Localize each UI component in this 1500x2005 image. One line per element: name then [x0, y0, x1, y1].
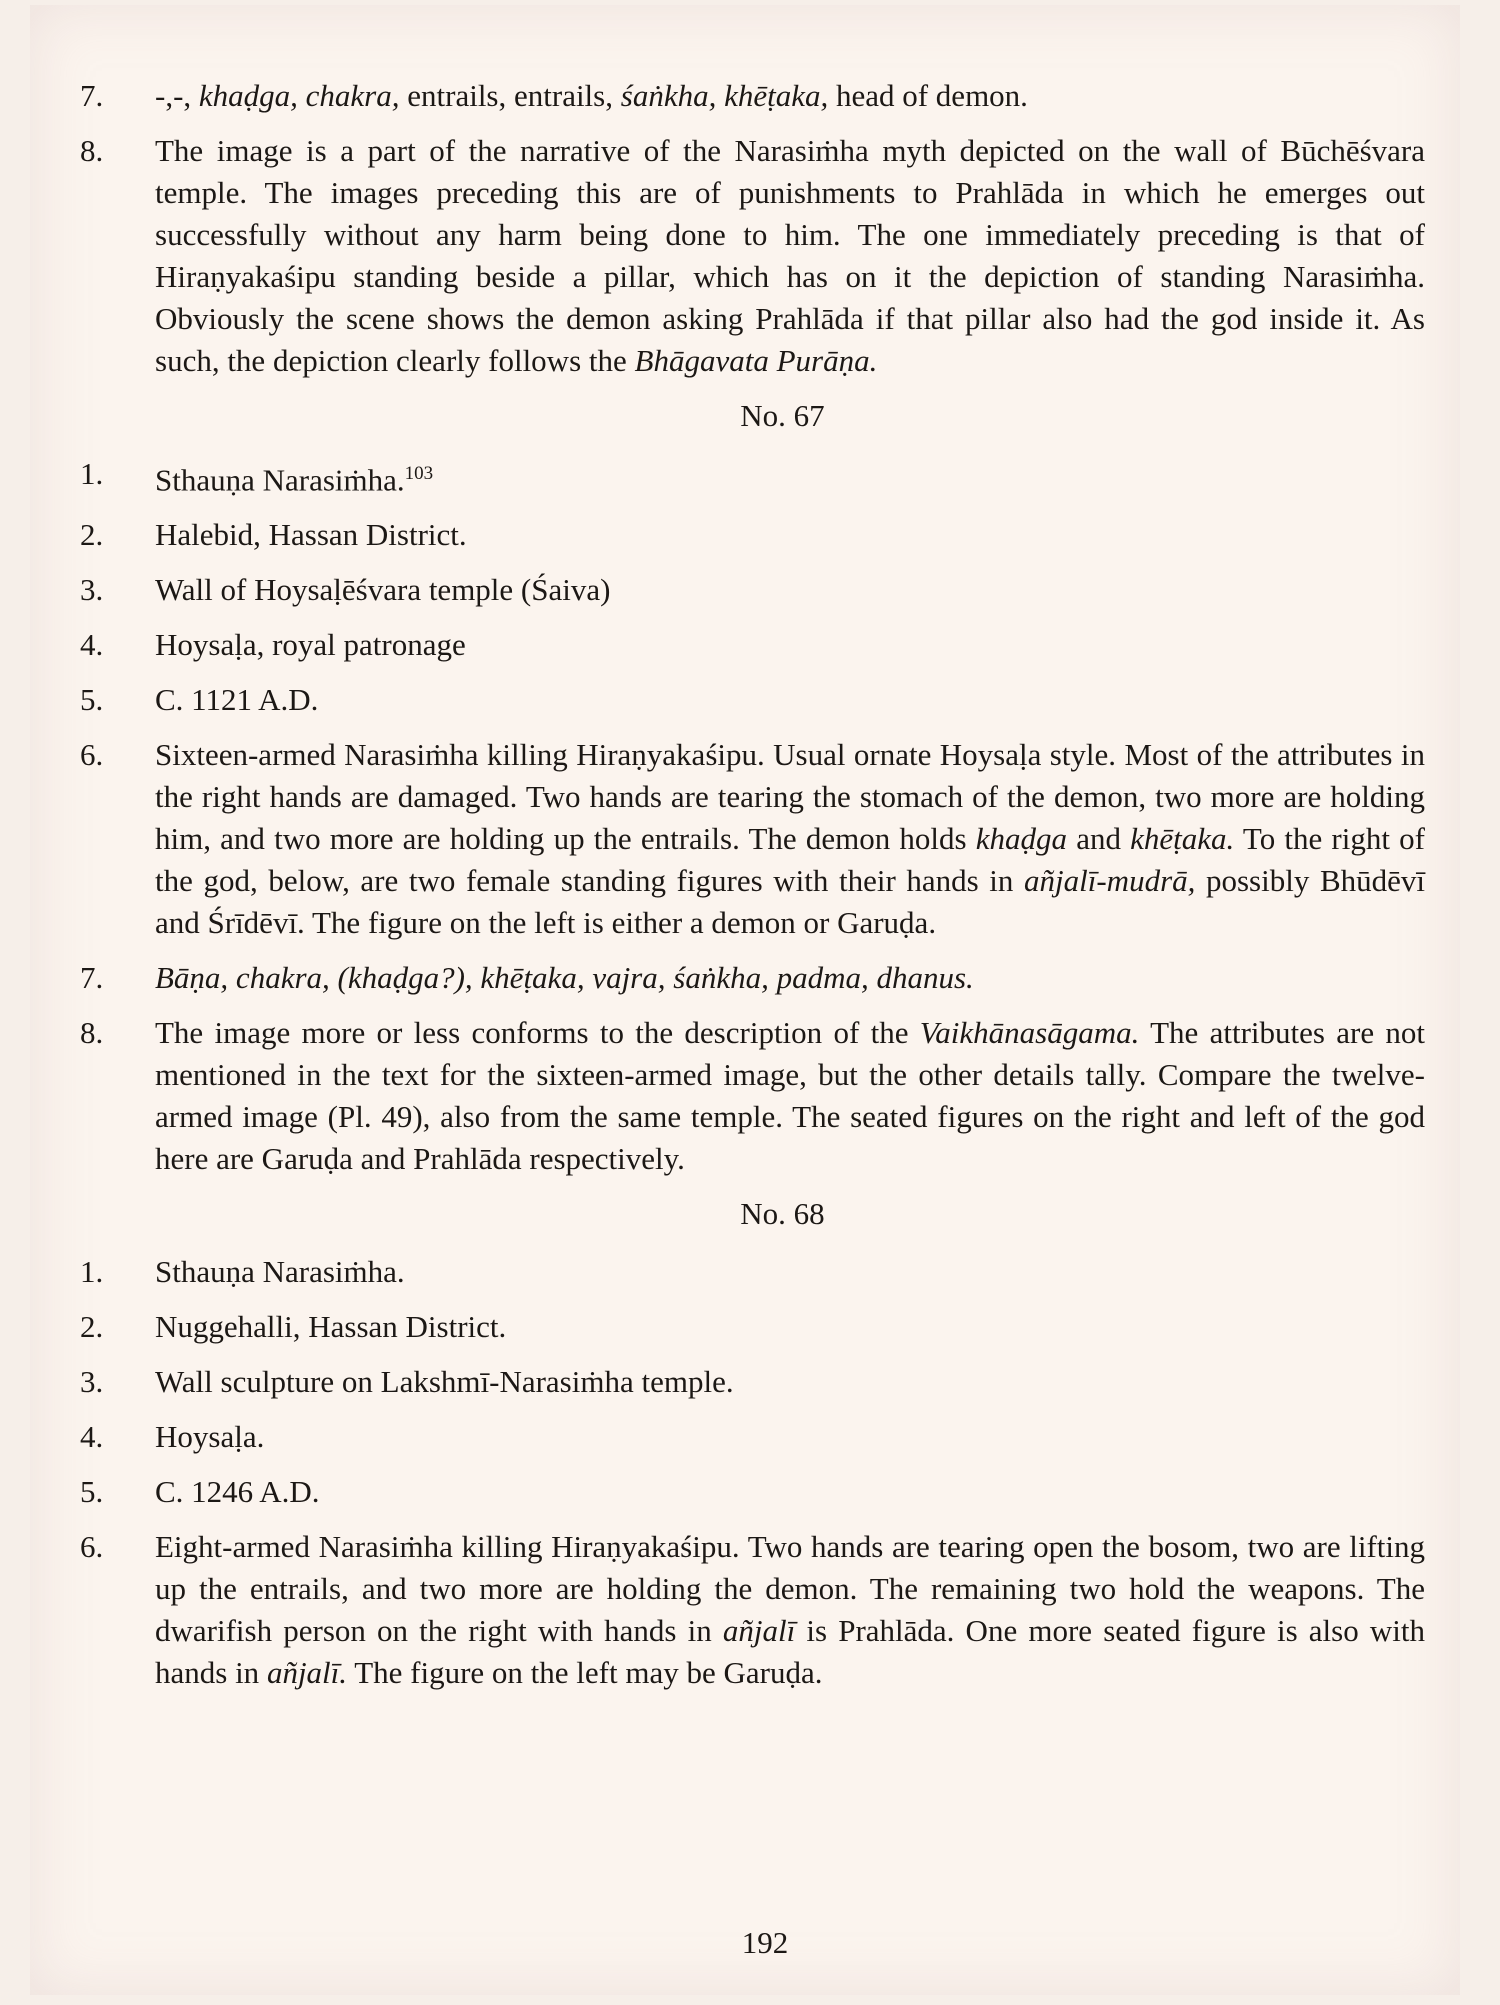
item-text: Wall of Hoysaḷēśvara temple (Śaiva)	[155, 572, 611, 608]
list-item	[80, 1251, 1425, 1293]
item-text: Hoysaḷa, royal patronage	[155, 627, 466, 663]
item-text: Nuggehalli, Hassan District.	[155, 1309, 507, 1345]
item-text: -,-, khaḍga, chakra, entrails, entrails, śaṅkha, khēṭaka, head of demon.	[155, 78, 1028, 113]
item-number: 7.	[80, 78, 104, 113]
list-item	[80, 75, 1425, 117]
item-text: Sthauṇa Narasiṁha.$^{103}$	[155, 462, 434, 498]
item-text: Bāṇa, chakra, (khaḍga?), khēṭaka, vajra, śaṅkha, padma, dhanus.	[155, 960, 974, 996]
item-number: 5.	[80, 682, 104, 718]
book-page	[30, 5, 1460, 1995]
item-number: 7.	[80, 960, 104, 996]
list-item	[80, 1526, 1425, 1694]
footnote-marker: 103	[404, 463, 434, 484]
list-item	[80, 957, 1425, 999]
item-text: Halebid, Hassan District.	[155, 517, 467, 553]
item-number: 2.	[80, 517, 104, 553]
item-text: Hoysaḷa.	[155, 1419, 265, 1455]
item-number: 6.	[80, 1529, 104, 1565]
item-number: 4.	[80, 627, 104, 663]
item-text: C. 1121 A.D.	[155, 682, 319, 718]
list-item	[80, 569, 1425, 611]
item-text: C. 1246 A.D.	[155, 1474, 320, 1510]
page-content	[80, 75, 1425, 1707]
item-text: The image more or less conforms to the description of the Vaikhānasāgama. The attributes are not mentioned in the text for the sixteen-armed image, but the other details tally. Compare the twelve-armed image (Pl. 49), also from the same temple. The seated figures on the right and left of the god here are Garuḍa and Prahlāda respectively.	[155, 1015, 1425, 1177]
section-heading-no-68: No. 68	[740, 1196, 825, 1232]
list-item	[80, 1416, 1425, 1458]
page-number: 192	[741, 1925, 789, 1960]
list-item	[80, 624, 1425, 666]
item-number: 3.	[80, 572, 104, 608]
list-item	[80, 453, 1425, 501]
list-item	[80, 1361, 1425, 1403]
item-text: Eight-armed Narasiṁha killing Hiraṇyakaśipu. Two hands are tearing open the bosom, two are lifting up the entrails, and two more are holding the demon. The remaining two hold the weapons. The dwarifish person on the right with hands in añjalī is Prahlāda. One more seated figure is also with hands in añjalī. The figure on the left may be Garuḍa.	[155, 1529, 1425, 1691]
item-text: Sixteen-armed Narasiṁha killing Hiraṇyakaśipu. Usual ornate Hoysaḷa style. Most of the attributes in the right hands are damaged. Two hands are tearing the stomach of the demon, two more are holding him, and two more are holding up the entrails. The demon holds khaḍga and khēṭaka. To the right of the god, below, are two female standing figures with their hands in añjalī-mudrā, possibly Bhūdēvī and Śrīdēvī. The figure on the left is either a demon or Garuḍa.	[155, 737, 1425, 941]
list-item	[80, 679, 1425, 721]
list-item	[80, 130, 1425, 382]
item-number: 1.	[80, 456, 104, 491]
list-item	[80, 734, 1425, 944]
item-text: The image is a part of the narrative of the Narasiṁha myth depicted on the wall of Būchēśvara temple. The images preceding this are of punishments to Prahlāda in which he emerges out successfully without any harm being done to him. The one immediately preceding is that of Hiraṇyakaśipu standing beside a pillar, which has on it the depiction of standing Narasiṁha. Obviously the scene shows the demon asking Prahlāda if that pillar also had the god inside it. As such, the depiction clearly follows the Bhāgavata Purāṇa.	[155, 133, 1425, 378]
list-item	[80, 1012, 1425, 1180]
item-number: 8.	[80, 1015, 104, 1051]
item-number: 6.	[80, 737, 104, 773]
section-heading-no-67: No. 67	[740, 398, 825, 433]
list-item	[80, 1471, 1425, 1513]
item-text: Wall sculpture on Lakshmī-Narasiṁha temple.	[155, 1364, 734, 1400]
item-number: 3.	[80, 1364, 104, 1400]
item-number: 4.	[80, 1419, 104, 1455]
item-number: 2.	[80, 1309, 104, 1345]
list-item	[80, 1306, 1425, 1348]
list-item	[80, 514, 1425, 556]
item-number: 5.	[80, 1474, 104, 1510]
item-number: 1.	[80, 1254, 104, 1290]
item-text: Sthauṇa Narasiṁha.	[155, 1254, 405, 1290]
item-number: 8.	[80, 133, 104, 168]
